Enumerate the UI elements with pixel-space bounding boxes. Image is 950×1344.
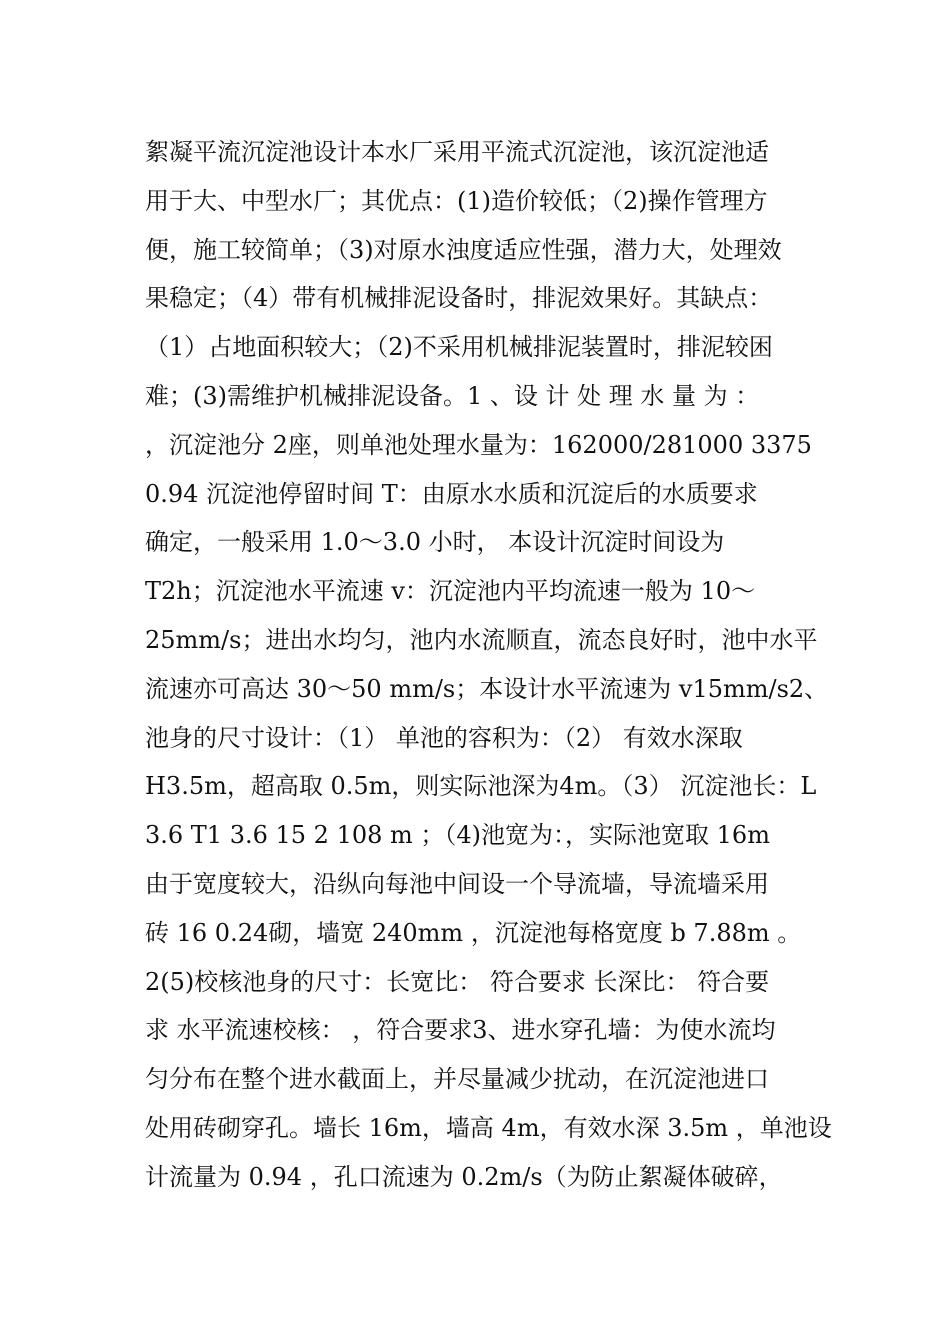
- text-line: 难；(3)需维护机械排泥设备。1 、设 计 处 理 水 量 为 ：: [145, 381, 760, 410]
- text-line: 0.94 沉淀池停留时间 T：由原水水质和沉淀后的水质要求: [145, 479, 758, 508]
- text-line: 匀分布在整个进水截面上，并尽量减少扰动，在沉淀池进口: [145, 1065, 769, 1094]
- text-line: H3.5m，超高取 0.5m，则实际池深为4m。（3） 沉淀池长：L: [145, 772, 817, 801]
- text-line: 3.6 T1 3.6 15 2 108 m ；（4)池宽为：，实际池宽取 16m: [145, 821, 770, 850]
- text-line: 求 水平流速校核： ，符合要求3、进水穿孔墙：为使水流均: [145, 1016, 776, 1045]
- text-line: ，沉淀池分 2座，则单池处理水量为：162000/281000 3375: [145, 430, 812, 459]
- text-line: （1）占地面积较大；（2)不采用机械排泥装置时，排泥较困: [145, 333, 773, 362]
- text-line: 絮凝平流沉淀池设计本水厂采用平流式沉淀池，该沉淀池适: [145, 138, 769, 166]
- text-line: T2h；沉淀池水平流速 v：沉淀池内平均流速一般为 10～: [145, 577, 756, 606]
- text-line: 确定，一般采用 1.0～3.0 小时， 本设计沉淀时间设为: [145, 528, 725, 557]
- text-line: 砖 16 0.24砌，墙宽 240mm ，沉淀池每格宽度 b 7.88m 。: [145, 918, 802, 947]
- text-line: 用于大、中型水厂；其优点：(1)造价较低；（2)操作管理方: [145, 186, 768, 215]
- text-line: 池身的尺寸设计：（1） 单池的容积为：（2） 有效水深取: [145, 723, 743, 752]
- text-line: 果稳定；（4）带有机械排泥设备时，排泥效果好。其缺点：: [145, 284, 773, 313]
- text-line: 25mm/s；进出水均匀，池内水流顺直，流态良好时，池中水平: [145, 625, 818, 654]
- text-line: 处用砖砌穿孔。墙长 16m，墙高 4m，有效水深 3.5m ，单池设: [145, 1113, 832, 1142]
- text-line: 便，施工较简单；（3)对原水浊度适应性强，潜力大，处理效: [145, 235, 782, 264]
- text-line: 计流量为 0.94 ，孔口流速为 0.2m/s（为防止絮凝体破碎，: [145, 1162, 783, 1191]
- body-text: [145, 128, 832, 1202]
- text-line: 流速亦可高达 30～50 mm/s；本设计水平流速为 v15mm/s2、: [145, 674, 829, 703]
- text-line: 由于宽度较大，沿纵向每池中间设一个导流墙，导流墙采用: [145, 869, 769, 898]
- text-line: 2(5)校核池身的尺寸：长宽比： 符合要求 长深比： 符合要: [145, 967, 770, 996]
